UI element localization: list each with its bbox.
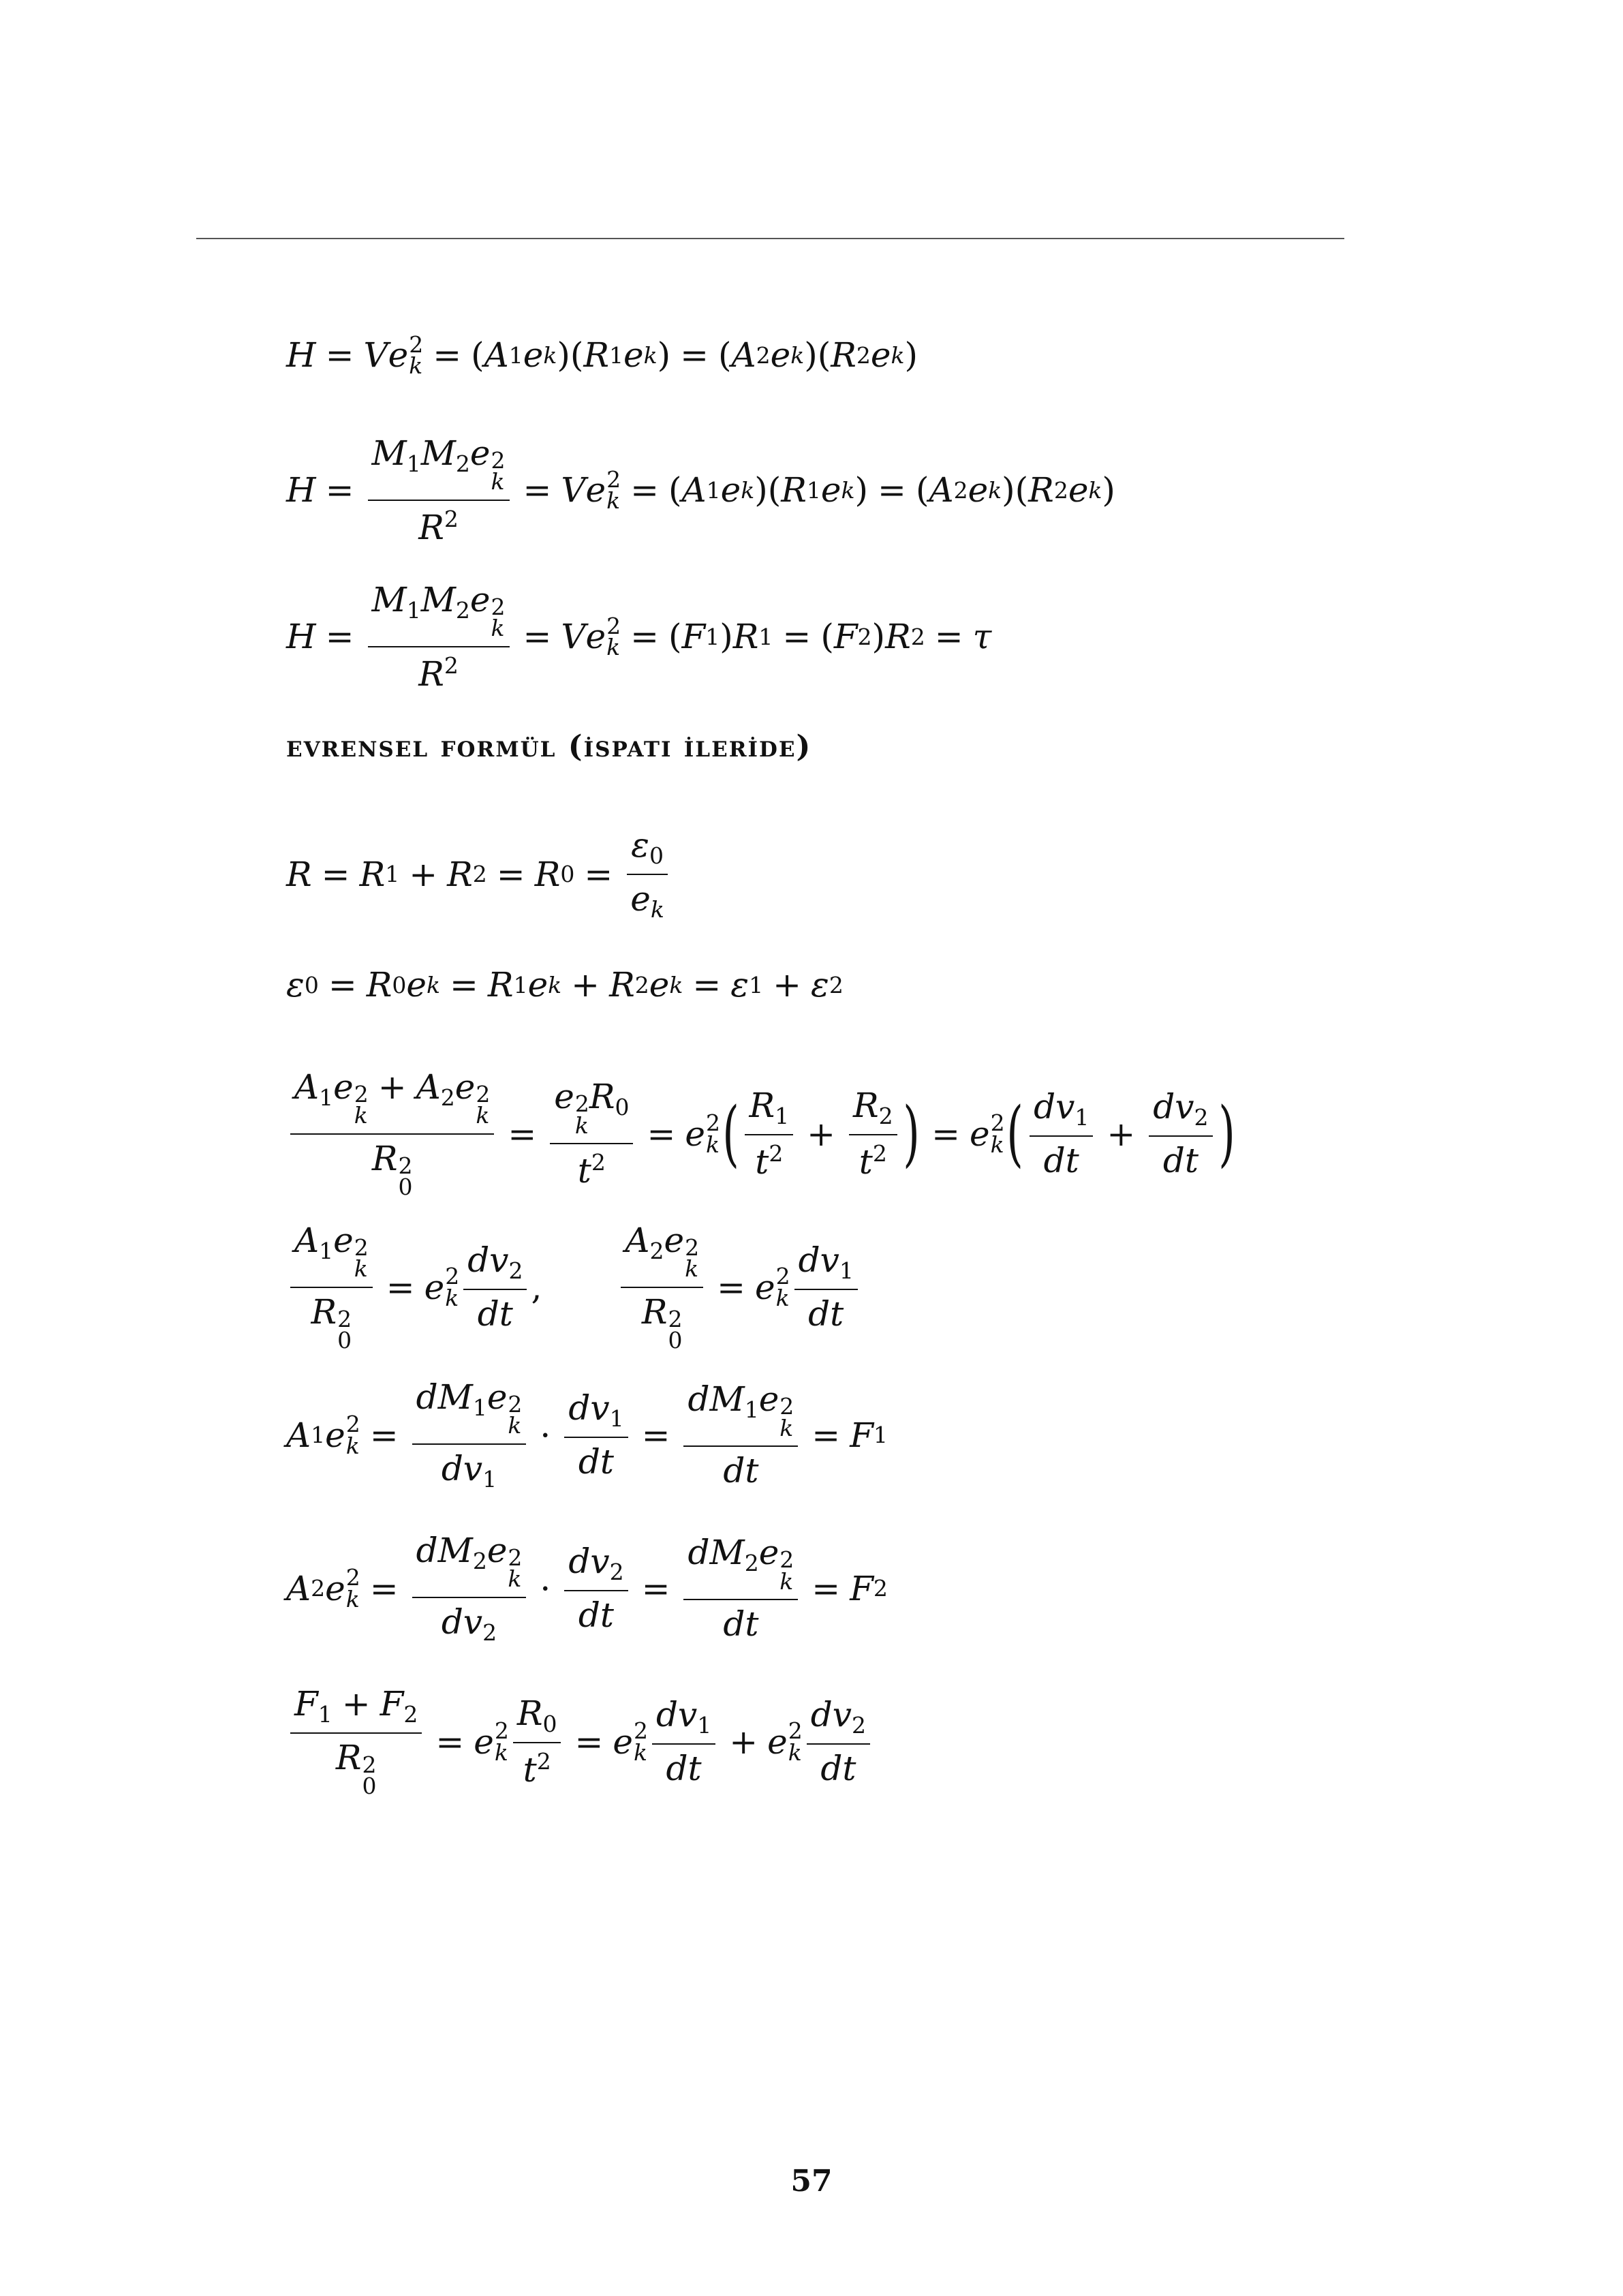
equation-5: ε 0 = R 0 e k = R 1 e k + R 2 e k = ε 1 + ε 2	[286, 965, 844, 1005]
equation-7: A1e 2 k R 2 0 = e 2 k $\frac{dv2}{dt}$ , A2e 2 k R 2 0 = e 2 k $\frac{dv1}{dt}$	[286, 1223, 862, 1351]
equation-1: H = V e 2 k = ( A 1 e k )( R 1 e k ) = ( A 2 e k )( R 2 e k )	[286, 331, 918, 380]
equation-9: A 2 e 2 k = dM2e 2 k dv2 · $\frac{dv2}{dt}$ = dM2e 2 k dt = F 2	[286, 1531, 888, 1646]
section-heading: evrensel formül (i̇spati i̇leri̇de)	[286, 729, 812, 764]
equation-10: F1 + F2 R 2 0 = e 2 k $\frac{R0}{t^2}$ = e 2 k $\frac{dv1}{dt}$ + e 2 k $\frac{dv2}{dt}$	[286, 1687, 874, 1797]
equation-4: R = R 1 + R 2 = R 0 = $\frac{\varepsilon 0}{ek}$	[286, 828, 673, 921]
page-number: 57	[790, 2164, 833, 2199]
equation-8: A 1 e 2 k = dM1e 2 k dv1 · $\frac{dv1}{dt}$ = dM1e 2 k dt = F 1	[286, 1377, 888, 1493]
equation-2: H = M1M2e 2 k $R^2$ = V e 2 k = ( A 1 e k )( R 1 e k ) = ( A 2 e k )( R 2 e k )	[286, 433, 1115, 547]
equation-6: A1e 2 k + A2e 2 k R 2 0 = e 2 k R0 $t^2$ = e 2 k ( $\frac{R1}{t^2}$ + $\frac{R2}{t^2}$ ) = e 2 k ( $\frac{dv1}{dt}$ + $\frac{dv2}{dt}$ )	[286, 1070, 1237, 1197]
header-rule	[196, 238, 1344, 239]
equation-3: H = M1M2e 2 k $R^2$ = V e 2 k = ( F 1 ) R 1 = ( F 2 ) R 2 = τ	[286, 580, 992, 694]
